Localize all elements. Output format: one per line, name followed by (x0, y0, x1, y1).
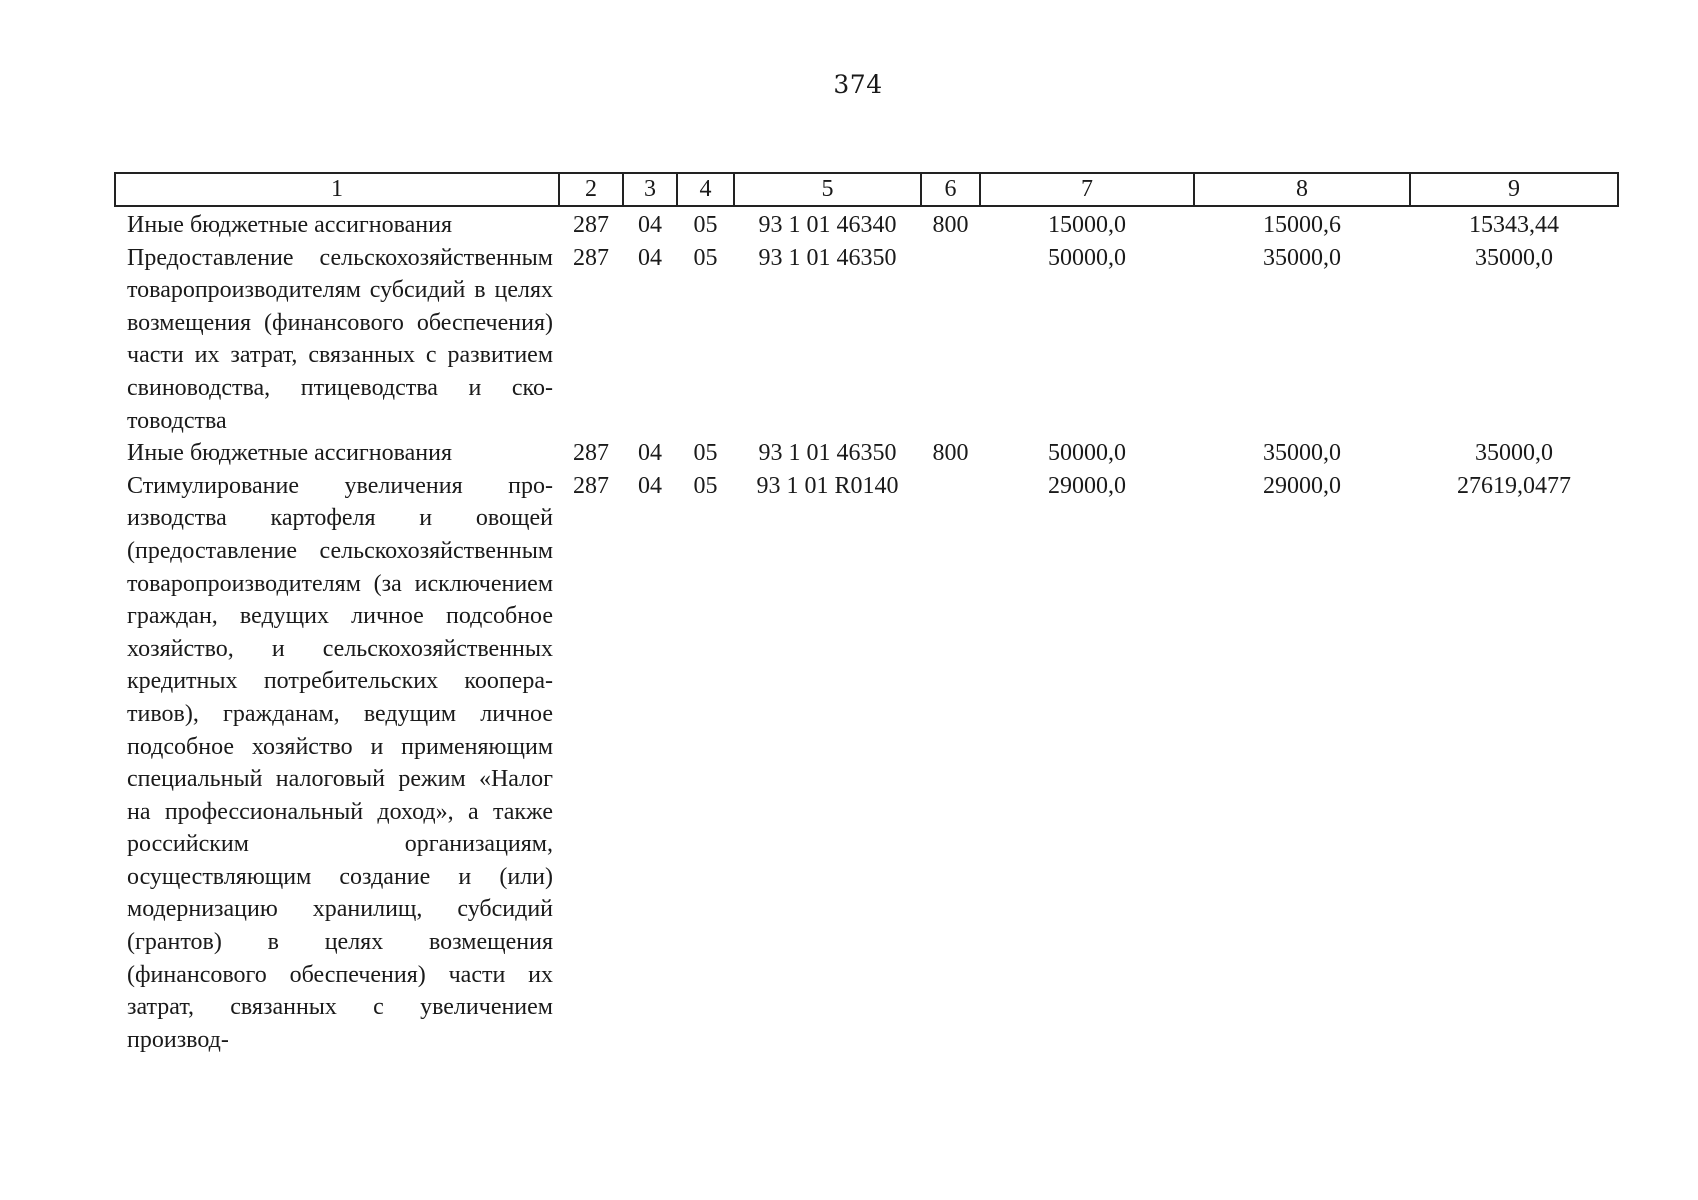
row-code-subsection: 05 (693, 212, 718, 238)
row-code-section: 04 (638, 440, 662, 467)
row-description: Иные бюджетные ассигнования (127, 212, 452, 238)
table-row (115, 437, 1618, 470)
header-col-6: 6 (921, 173, 980, 206)
table-header-row (115, 173, 1618, 206)
header-col-5: 5 (734, 173, 921, 206)
header-col-3: 3 (623, 173, 677, 206)
table-row (115, 242, 1618, 438)
row-amount-7: 15000,0 (1048, 212, 1126, 238)
row-amount-9: 27619,0477 (1457, 472, 1571, 499)
row-amount-7: 50000,0 (1048, 440, 1126, 467)
row-amount-8: 29000,0 (1263, 472, 1341, 499)
row-code-subsection: 05 (693, 472, 718, 499)
row-amount-8: 15000,6 (1263, 212, 1341, 238)
table-row (115, 470, 1618, 1057)
row-description: Стимулирование увеличения производства картофеля и овощей (предоставление сельскохозяйственным товаропроизводителям (за исключением граждан, ведущих личное подсобное хозяйство, и сельскохозяйственных кредитных потребительских кооперативов), гражданам, ведущим личное подсобное хозяйство и применяющим специальный налоговый режим «Налог на профессиональный доход», а также российским организациям, осуществляющим создание и (или) модернизацию хранилищ, субсидий (грантов) в целях возмещения (финансового обеспечения) части их затрат, связанных с увеличением производ- (127, 472, 553, 1053)
row-code-grbs: 287 (573, 440, 609, 467)
row-amount-7: 50000,0 (1048, 244, 1126, 271)
header-col-8: 8 (1194, 173, 1410, 206)
row-code-target: 93 1 01 46350 (758, 244, 897, 271)
row-code-expense-type: 800 (932, 440, 969, 467)
row-code-expense-type: 800 (932, 212, 969, 238)
row-code-subsection: 05 (693, 244, 718, 271)
row-description: Предоставление сельскохозяйственным товаропроизводителям субсидий в целях возмещения (финансового обеспечения) части их затрат, связанных с развитием свиноводства, птицеводства и скотоводства (127, 244, 553, 434)
header-col-9: 9 (1410, 173, 1618, 206)
row-amount-9: 35000,0 (1475, 244, 1553, 271)
table-row (115, 206, 1618, 242)
header-col-4: 4 (677, 173, 734, 206)
page-number: 374 (833, 70, 883, 99)
row-code-target: 93 1 01 R0140 (756, 472, 899, 499)
row-code-expense-type (921, 242, 980, 438)
row-amount-7: 29000,0 (1048, 472, 1126, 499)
row-code-expense-type (921, 470, 980, 1057)
row-amount-8: 35000,0 (1263, 440, 1341, 467)
row-amount-8: 35000,0 (1263, 244, 1341, 271)
row-code-section: 04 (638, 472, 662, 499)
row-amount-9: 15343,44 (1469, 212, 1559, 238)
row-description: Иные бюджетные ассигнования (127, 440, 452, 467)
row-code-grbs: 287 (573, 472, 609, 499)
row-code-subsection: 05 (693, 440, 718, 467)
row-code-section: 04 (638, 212, 662, 238)
row-code-grbs: 287 (573, 212, 609, 238)
row-code-target: 93 1 01 46350 (758, 440, 897, 467)
header-col-2: 2 (559, 173, 623, 206)
header-col-7: 7 (980, 173, 1194, 206)
row-amount-9: 35000,0 (1475, 440, 1553, 467)
header-col-1: 1 (115, 173, 559, 206)
row-code-section: 04 (638, 244, 662, 271)
row-code-target: 93 1 01 46340 (758, 212, 897, 238)
budget-table (114, 172, 1619, 1056)
row-code-grbs: 287 (573, 244, 609, 271)
